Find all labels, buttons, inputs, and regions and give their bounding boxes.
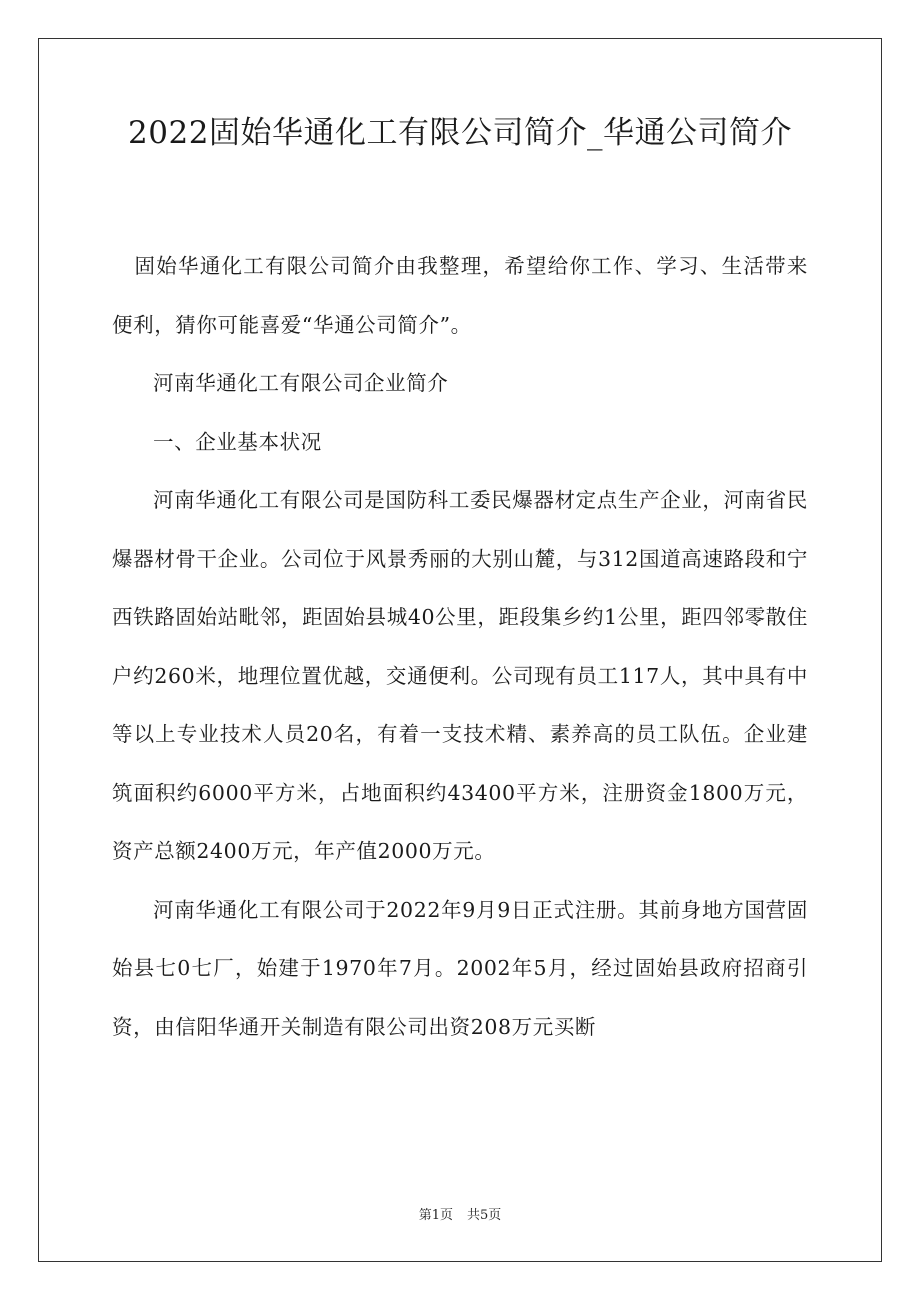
section-heading: 河南华通化工有限公司企业简介 xyxy=(153,371,449,395)
page-footer xyxy=(0,1207,920,1225)
company-overview-paragraph: 河南华通化工有限公司是国防科工委民爆器材定点生产企业，河南省民爆器材骨干企业。公司位于风景秀丽的大别山麓，与312国道高速路段和宁西铁路固始站毗邻，距固始县城40公里，距段集乡约1公里，距四邻零散住户约260米，地理位置优越，交通便利。公司现有员工117人，其中具有中等以上专业技术人员20名，有着一支技术精、素养高的员工队伍。企业建筑面积约6000平方米，占地面积约43400平方米，注册资金1800万元，资产总额2400万元，年产值2000万元。 xyxy=(112,488,808,863)
page-number: 第1页 xyxy=(418,1208,453,1223)
document-title: 2022固始华通化工有限公司简介_华通公司简介 xyxy=(128,115,792,151)
company-history-paragraph: 河南华通化工有限公司于2022年9月9日正式注册。其前身地方国营固始县七0七厂，始建于1970年7月。2002年5月，经过固始县政府招商引资，由信阳华通开关制造有限公司出资208万元买断 xyxy=(112,897,808,1039)
intro-paragraph: 固始华通化工有限公司简介由我整理，希望给你工作、学习、生活带来便利，猜你可能喜爱“华通公司简介”。 xyxy=(112,254,808,337)
subsection-heading: 一、企业基本状况 xyxy=(153,429,322,454)
page-total: 共5页 xyxy=(467,1208,502,1223)
document-body xyxy=(112,237,808,1056)
